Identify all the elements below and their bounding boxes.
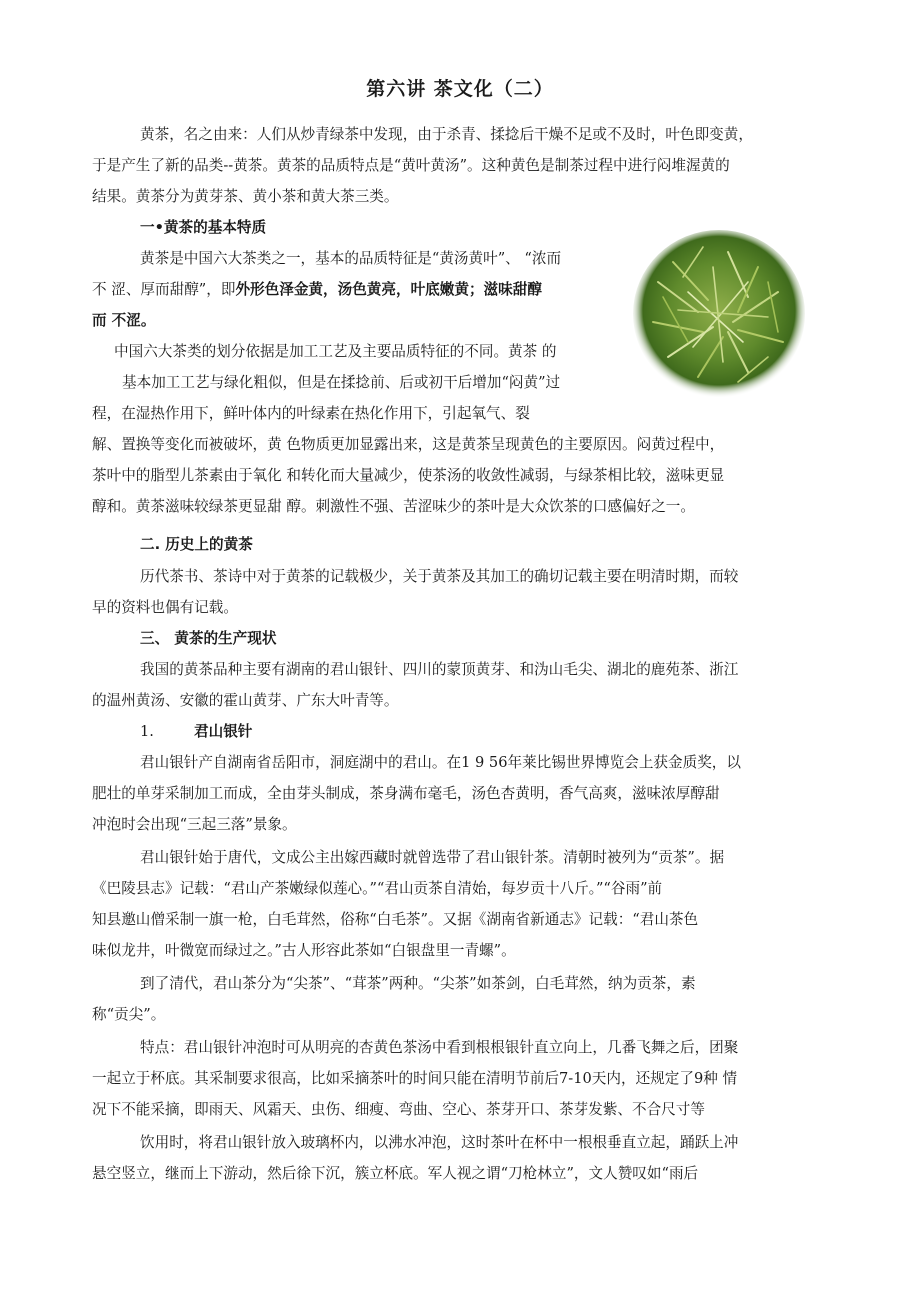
- s4-p5-line-1: 饮用时，将君山银针放入玻璃杯内，以沸水冲泡，这时茶叶在杯中一根根垂直立起，踊跃上冲: [140, 1134, 739, 1151]
- s4-p3-line-2: 称“贡尖”。: [92, 1006, 166, 1023]
- s3-line-2: 的温州黄汤、安徽的霍山黄芽、广东大叶青等。: [92, 692, 399, 709]
- s2-line-2: 早的资料也偶有记载。: [92, 599, 238, 616]
- section-2-heading: 二. 历史上的黄茶: [140, 536, 253, 553]
- s4-p4-line-2: 一起立于杯底。其采制要求很高，比如采摘茶叶的时间只能在清明节前后7-10天内，还规定了9种 情: [92, 1070, 738, 1087]
- s1-p2-line-1: 中国六大茶类的划分依据是加工工艺及主要品质特征的不同。黄茶 的: [114, 343, 557, 360]
- s1-p1-bold-text: 外形色泽金黄，汤色黄亮，叶底嫩黄；滋味甜醇: [235, 281, 542, 298]
- s1-p1-line-1: 黄茶是中国六大茶类之一，基本的品质特征是“黄汤黄叶”、 “浓而: [140, 250, 562, 267]
- s1-p2-line-2: 基本加工工艺与绿化粗似，但是在揉捻前、后或初干后增加“闷黄”过: [122, 374, 561, 391]
- s4-p4-line-1: 特点：君山银针冲泡时可从明亮的杏黄色茶汤中看到根根银针直立向上，几番飞舞之后，团聚: [140, 1039, 739, 1056]
- s4-p2-line-3: 知县邀山僧采制一旗一枪，白毛茸然，俗称“白毛茶”。又据《湖南省新通志》记载：“君山茶色: [92, 911, 699, 928]
- s3-line-1: 我国的黄茶品种主要有湖南的君山银针、四川的蒙顶黄芽、和沩山毛尖、湖北的鹿苑茶、浙江: [140, 661, 739, 678]
- s1-p1-line-2: 不 涩、厚而甜醇”，即外形色泽金黄，汤色黄亮，叶底嫩黄；滋味甜醇: [92, 281, 542, 298]
- s4-p3-line-1: 到了清代，君山茶分为“尖茶”、“茸茶”两种。“尖茶”如茶剑，白毛茸然，纳为贡茶，素: [140, 975, 696, 992]
- s1-p2-line-6: 醇和。黄茶滋味较绿茶更显甜 醇。刺激性不强、苦涩味少的茶叶是大众饮茶的口感偏好之一。: [92, 498, 695, 515]
- section-3-heading: 三、 黄茶的生产现状: [140, 630, 277, 647]
- page-title: 第六讲 茶文化（二）: [366, 78, 554, 100]
- subsection-1-number: 1.: [140, 723, 154, 740]
- s4-p4-line-3: 况下不能采摘，即雨天、风霜天、虫伤、细瘦、弯曲、空心、茶芽开口、茶芽发紫、不合尺寸等: [92, 1101, 705, 1118]
- s4-p2-line-4: 味似龙井，叶微宽而绿过之。”古人形容此茶如“白银盘里一青螺”。: [92, 942, 516, 959]
- yellow-tea-leaves-image: [628, 222, 810, 404]
- s1-p2-line-3: 程，在湿热作用下，鲜叶体内的叶绿素在热化作用下，引起氧气、裂: [92, 405, 530, 422]
- s1-p2-line-4: 解、置换等变化而被破坏，黄 色物质更加显露出来，这是黄茶呈现黄色的主要原因。闷黄过程中，: [92, 436, 725, 453]
- s1-p2-line-5: 茶叶中的脂型儿茶素由于氧化 和转化而大量减少，使茶汤的收敛性减弱，与绿茶相比较，滋味更显: [92, 467, 725, 484]
- section-1-heading: 一•黄茶的基本特质: [140, 219, 267, 236]
- intro-line-3: 结果。黄茶分为黄芽茶、黄小茶和黄大茶三类。: [92, 188, 399, 205]
- s4-p1-line-3: 冲泡时会出现“三起三落”景象。: [92, 816, 297, 833]
- s4-p5-line-2: 悬空竖立，继而上下游动，然后徐下沉，簇立杯底。军人视之谓“刀枪林立”，文人赞叹如“雨后: [92, 1165, 699, 1182]
- s4-p1-line-2: 肥壮的单芽采制加工而成，全由芽头制成，茶身满布毫毛，汤色杏黄明，香气高爽，滋味浓厚醇甜: [92, 785, 720, 802]
- intro-line-1: 黄茶，名之由来：人们从炒青绿茶中发现，由于杀青、揉捻后干燥不足或不及时，叶色即变黄，: [140, 126, 753, 143]
- subsection-1-heading: 君山银针: [194, 723, 253, 740]
- intro-line-2: 于是产生了新的品类--黄茶。黄茶的品质特点是“黄叶黄汤”。这种黄色是制茶过程中进行闷堆渥黄的: [92, 157, 730, 174]
- s4-p2-line-2: 《巴陵县志》记载：“君山产茶嫩绿似莲心。”“君山贡茶自清始，每岁贡十八斤。”“谷雨”前: [92, 880, 663, 897]
- s1-p1-line-3: 而 不涩。: [92, 312, 156, 329]
- s2-line-1: 历代茶书、茶诗中对于黄茶的记载极少，关于黄茶及其加工的确切记载主要在明清时期，而较: [140, 568, 739, 585]
- s4-p2-line-1: 君山银针始于唐代，文成公主出嫁西藏时就曾选带了君山银针茶。清朝时被列为“贡茶”。据: [140, 849, 725, 866]
- s4-p1-line-1: 君山银针产自湖南省岳阳市，洞庭湖中的君山。在1 9 56年莱比锡世界博览会上获金质奖，以: [140, 754, 741, 771]
